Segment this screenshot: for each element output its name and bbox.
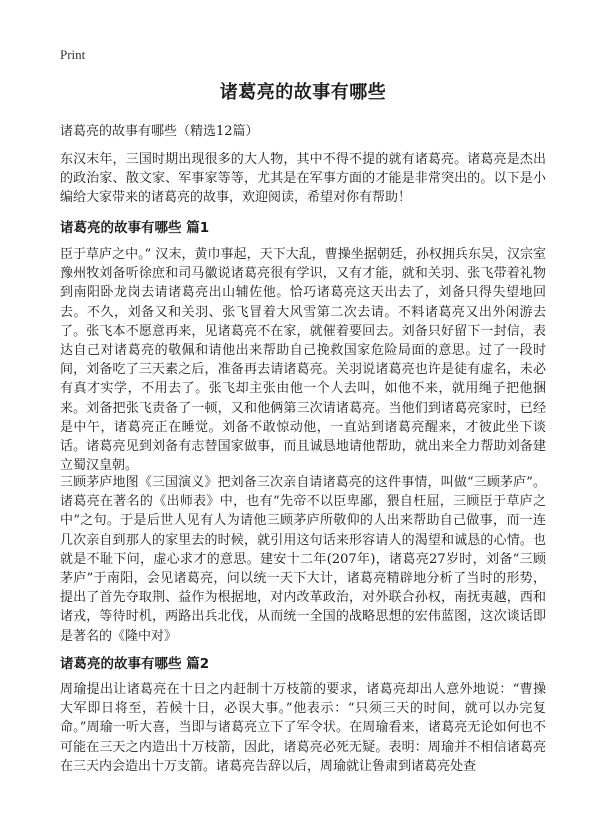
intro-paragraph: 东汉末年，三国时期出现很多的大人物，其中不得不提的就有诸葛亮。诸葛亮是杰出的政治家、散文家、军事家等等，尤其是在军事方面的才能是非常突出的。以下是小编给大家带来的诸葛亮的故事，欢迎阅读，希望对你有帮助！ — [60, 152, 546, 206]
section-1-paragraph-1: 臣于草庐之中。” 汉末，黄巾事起，天下大乱，曹操坐据朝廷，孙权拥兵东吴，汉宗室豫州牧刘备听徐庶和司马徽说诸葛亮很有学识，又有才能，就和关羽、张飞带着礼物到南阳卧龙岗去请诸葛亮出山辅佐他。恰巧诸葛亮这天出去了，刘备只得失望地回去。不久，刘备又和关羽、张飞冒着大风雪第二次去请。不料诸葛亮又出外闲游去了。张飞本不愿意再来，见诸葛亮不在家，就催着要回去。刘备只好留下一封信，表达自己对诸葛亮的敬佩和请他出来帮助自己挽救国家危险局面的意思。过了一段时间，刘备吃了三天素之后，准备再去请诸葛亮。关羽说诸葛亮也许是徒有虚名，未必有真才实学，不用去了。张飞却主张由他一个人去叫，如他不来，就用绳子把他捆来。刘备把张飞责备了一顿，又和他俩第三次请诸葛亮。当他们到诸葛亮家时，已经是中午，诸葛亮正在睡觉。刘备不敢惊动他，一直站到诸葛亮醒来，才彼此坐下谈话。诸葛亮见到刘备有志替国家做事，而且诚恳地请他帮助，就出来全力帮助刘备建立蜀汉皇朝。 — [60, 247, 546, 474]
print-label[interactable]: Print — [60, 47, 86, 62]
page-title: 诸葛亮的故事有哪些 — [219, 82, 387, 103]
section-heading-1: 诸葛亮的故事有哪些 篇1 — [60, 220, 210, 236]
document-subtitle: 诸葛亮的故事有哪些（精选12篇） — [60, 124, 259, 139]
section-heading-2: 诸葛亮的故事有哪些 篇2 — [60, 656, 210, 672]
section-2-paragraph-1: 周瑜提出让诸葛亮在十日之内赶制十万枝箭的要求，诸葛亮却出人意外地说：“曹操大军即日将至，若候十日，必误大事。”他表示：“只须三天的时间，就可以办完复命。”周瑜一听大喜，当即与诸葛亮立下了军令状。在周瑜看来，诸葛亮无论如何也不可能在三天之内造出十万枝箭，因此，诸葛亮必死无疑。表明：周瑜并不相信诸葛亮在三天内会造出十万支箭。诸葛亮告辞以后，周瑜就让鲁肃到诸葛亮处查 — [60, 682, 546, 774]
section-1-paragraph-2: 三顾茅庐地图《三国演义》把刘备三次亲自请诸葛亮的这件事情，叫做“三顾茅庐”。诸葛亮在著名的《出师表》中，也有“先帝不以臣卑鄙，猥自枉屈，三顾臣于草庐之中”之句。于是后世人见有人为请他三顾茅庐所敬仰的人出来帮助自己做事，而一连几次亲自到那人的家里去的时候，就引用这句话来形容请人的渴望和诚恳的心情。也就是不耻下问，虚心求才的意思。建安十二年(207年)，诸葛亮27岁时，刘备“三顾茅庐”于南阳，会见诸葛亮，问以统一天下大计，诸葛亮精辟地分析了当时的形势，提出了首先夺取荆、益作为根据地，对内改革政治，对外联合孙权，南抚夷越，西和诸戎，等待时机，两路出兵北伐，从而统一全国的战略思想的宏伟蓝图，这次谈话即是著名的《隆中对》 — [60, 475, 546, 644]
